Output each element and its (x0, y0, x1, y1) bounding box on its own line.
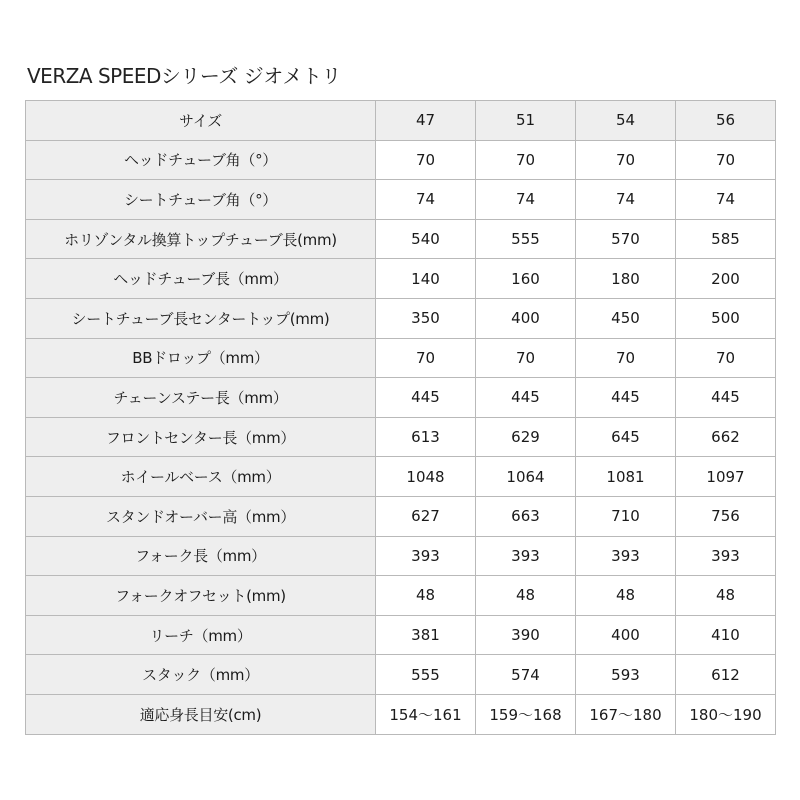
value-cell: 70 (576, 338, 676, 378)
table-row (26, 417, 776, 457)
value-cell: 393 (376, 536, 476, 576)
value-cell: 400 (576, 615, 676, 655)
value-cell: 70 (376, 140, 476, 180)
value-cell: 555 (376, 655, 476, 695)
value-cell: 70 (676, 338, 776, 378)
row-label-cell: シートチューブ長センタートップ(mm) (26, 298, 376, 338)
header-label-cell: サイズ (26, 101, 376, 141)
value-cell: 74 (676, 180, 776, 220)
value-cell: 662 (676, 417, 776, 457)
value-cell: 445 (676, 378, 776, 418)
value-cell: 200 (676, 259, 776, 299)
value-cell: 1097 (676, 457, 776, 497)
value-cell: 48 (476, 576, 576, 616)
value-cell: 612 (676, 655, 776, 695)
row-label-cell: BBドロップ（mm） (26, 338, 376, 378)
value-cell: 555 (476, 219, 576, 259)
value-cell: 350 (376, 298, 476, 338)
row-label-cell: スタンドオーバー高（mm） (26, 496, 376, 536)
value-cell: 400 (476, 298, 576, 338)
value-cell: 393 (676, 536, 776, 576)
value-cell: 390 (476, 615, 576, 655)
value-cell: 167〜180 (576, 694, 676, 734)
value-cell: 74 (476, 180, 576, 220)
table-row (26, 457, 776, 497)
value-cell: 159〜168 (476, 694, 576, 734)
value-cell: 1048 (376, 457, 476, 497)
table-row (26, 180, 776, 220)
value-cell: 1064 (476, 457, 576, 497)
value-cell: 613 (376, 417, 476, 457)
page-title: VERZA SPEEDシリーズ ジオメトリ (27, 64, 342, 88)
table-row (26, 576, 776, 616)
table-row (26, 219, 776, 259)
row-label-cell: スタック（mm） (26, 655, 376, 695)
value-cell: 70 (676, 140, 776, 180)
value-cell: 70 (576, 140, 676, 180)
row-label-cell: フォークオフセット(mm) (26, 576, 376, 616)
header-size-cell: 56 (676, 101, 776, 141)
row-label-cell: ヘッドチューブ長（mm） (26, 259, 376, 299)
table-row (26, 615, 776, 655)
value-cell: 180〜190 (676, 694, 776, 734)
value-cell: 710 (576, 496, 676, 536)
value-cell: 500 (676, 298, 776, 338)
value-cell: 160 (476, 259, 576, 299)
table-row (26, 140, 776, 180)
value-cell: 585 (676, 219, 776, 259)
value-cell: 645 (576, 417, 676, 457)
value-cell: 393 (576, 536, 676, 576)
value-cell: 540 (376, 219, 476, 259)
value-cell: 48 (576, 576, 676, 616)
row-label-cell: フォーク長（mm） (26, 536, 376, 576)
value-cell: 70 (376, 338, 476, 378)
value-cell: 445 (576, 378, 676, 418)
table-row (26, 694, 776, 734)
row-label-cell: リーチ（mm） (26, 615, 376, 655)
row-label-cell: ホリゾンタル換算トップチューブ長(mm) (26, 219, 376, 259)
header-size-cell: 54 (576, 101, 676, 141)
value-cell: 70 (476, 338, 576, 378)
value-cell: 74 (376, 180, 476, 220)
value-cell: 154〜161 (376, 694, 476, 734)
table-body (26, 140, 776, 734)
value-cell: 629 (476, 417, 576, 457)
value-cell: 140 (376, 259, 476, 299)
value-cell: 180 (576, 259, 676, 299)
row-label-cell: チェーンステー長（mm） (26, 378, 376, 418)
header-size-cell: 51 (476, 101, 576, 141)
table-row (26, 655, 776, 695)
table-row (26, 536, 776, 576)
table-row (26, 259, 776, 299)
value-cell: 70 (476, 140, 576, 180)
header-size-cell: 47 (376, 101, 476, 141)
row-label-cell: シートチューブ角（°） (26, 180, 376, 220)
table-header-row (26, 101, 776, 141)
row-label-cell: フロントセンター長（mm） (26, 417, 376, 457)
value-cell: 663 (476, 496, 576, 536)
table-row (26, 338, 776, 378)
value-cell: 48 (376, 576, 476, 616)
value-cell: 74 (576, 180, 676, 220)
value-cell: 593 (576, 655, 676, 695)
value-cell: 1081 (576, 457, 676, 497)
table-row (26, 496, 776, 536)
row-label-cell: 適応身長目安(cm) (26, 694, 376, 734)
row-label-cell: ヘッドチューブ角（°） (26, 140, 376, 180)
value-cell: 756 (676, 496, 776, 536)
value-cell: 381 (376, 615, 476, 655)
table-row (26, 298, 776, 338)
value-cell: 574 (476, 655, 576, 695)
value-cell: 570 (576, 219, 676, 259)
row-label-cell: ホイールベース（mm） (26, 457, 376, 497)
value-cell: 627 (376, 496, 476, 536)
value-cell: 393 (476, 536, 576, 576)
value-cell: 450 (576, 298, 676, 338)
value-cell: 445 (476, 378, 576, 418)
value-cell: 48 (676, 576, 776, 616)
table-row (26, 378, 776, 418)
value-cell: 410 (676, 615, 776, 655)
value-cell: 445 (376, 378, 476, 418)
geometry-table (25, 100, 776, 735)
